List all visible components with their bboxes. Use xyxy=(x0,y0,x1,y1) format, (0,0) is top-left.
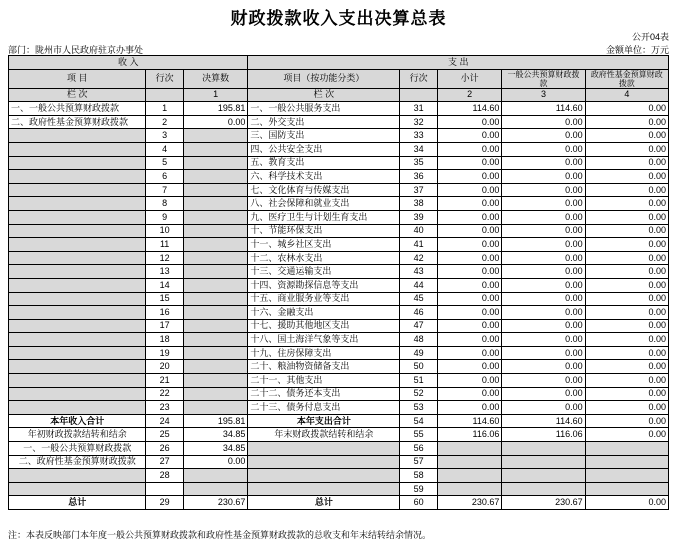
expense-lineno-cell[interactable]: 57 xyxy=(400,455,437,469)
expense-lineno-cell[interactable]: 41 xyxy=(400,238,437,252)
financial-table xyxy=(8,55,669,510)
income-project-cell[interactable] xyxy=(9,224,146,238)
expense-general-cell[interactable] xyxy=(502,482,585,496)
expense-project-cell[interactable] xyxy=(248,469,400,483)
expense-general-cell[interactable]: 0.00 xyxy=(502,183,585,197)
table-row xyxy=(9,115,669,129)
expense-general-cell[interactable]: 230.67 xyxy=(502,496,585,510)
expense-subtotal-cell[interactable] xyxy=(437,469,502,483)
income-project-cell[interactable] xyxy=(9,278,146,292)
expense-lineno-cell[interactable]: 45 xyxy=(400,292,437,306)
expense-general-cell[interactable]: 0.00 xyxy=(502,251,585,265)
expense-fund-cell[interactable]: 0.00 xyxy=(585,197,668,211)
income-amount-cell[interactable]: 34.85 xyxy=(183,428,248,442)
income-project-cell[interactable] xyxy=(9,374,146,388)
expense-project-cell[interactable]: 二十、粮油物资储备支出 xyxy=(248,360,400,374)
table-colnum-row xyxy=(9,88,669,102)
table-row xyxy=(9,346,669,360)
expense-general-cell[interactable]: 0.00 xyxy=(502,238,585,252)
col-num-3: 3 xyxy=(502,88,585,102)
summary-row xyxy=(9,442,669,456)
expense-subtotal-cell[interactable]: 0.00 xyxy=(437,142,502,156)
expense-project-cell[interactable] xyxy=(248,455,400,469)
summary-row xyxy=(9,414,669,428)
table-row xyxy=(9,210,669,224)
expense-fund-cell[interactable] xyxy=(585,482,668,496)
department-label: 部门：陇州市人民政府驻京办事处 xyxy=(8,45,144,55)
income-amount-header: 决算数 xyxy=(183,69,248,88)
expense-general-cell[interactable]: 0.00 xyxy=(502,156,585,170)
income-project-cell[interactable] xyxy=(9,210,146,224)
expense-lineno-cell[interactable]: 33 xyxy=(400,129,437,143)
expense-subtotal-cell[interactable]: 0.00 xyxy=(437,251,502,265)
expense-lineno-cell[interactable]: 47 xyxy=(400,319,437,333)
income-amount-cell[interactable] xyxy=(183,251,248,265)
income-project-cell[interactable] xyxy=(9,306,146,320)
expense-project-cell[interactable]: 十九、住房保障支出 xyxy=(248,346,400,360)
table-row xyxy=(9,251,669,265)
expense-project-cell[interactable]: 本年支出合计 xyxy=(248,414,400,428)
expense-fund-cell[interactable]: 0.00 xyxy=(585,210,668,224)
expense-subtotal-cell[interactable]: 114.60 xyxy=(437,102,502,116)
blank-col-a xyxy=(146,88,183,102)
expense-general-cell[interactable]: 0.00 xyxy=(502,197,585,211)
expense-subtotal-cell[interactable]: 0.00 xyxy=(437,401,502,415)
expense-lineno-cell[interactable]: 46 xyxy=(400,306,437,320)
income-amount-cell[interactable] xyxy=(183,238,248,252)
income-amount-cell[interactable] xyxy=(183,129,248,143)
income-lineno-cell[interactable]: 6 xyxy=(146,170,183,184)
income-project-cell[interactable] xyxy=(9,319,146,333)
income-amount-cell[interactable]: 34.85 xyxy=(183,442,248,456)
table-row xyxy=(9,374,669,388)
expense-fund-cell[interactable]: 0.00 xyxy=(585,496,668,510)
expense-general-cell[interactable]: 0.00 xyxy=(502,129,585,143)
expense-project-cell[interactable]: 五、教育支出 xyxy=(248,156,400,170)
expense-general-cell[interactable]: 114.60 xyxy=(502,414,585,428)
expense-fund-cell[interactable]: 0.00 xyxy=(585,346,668,360)
expense-fund-cell[interactable]: 0.00 xyxy=(585,102,668,116)
income-lineno-cell[interactable]: 17 xyxy=(146,319,183,333)
table-note: 注：本表反映部门本年度一般公共预算财政拨款和政府性基金预算财政拨款的总收支和年末结转结余情况。 xyxy=(8,530,432,540)
expense-lineno-cell[interactable]: 31 xyxy=(400,102,437,116)
income-amount-cell[interactable] xyxy=(183,387,248,401)
income-amount-cell[interactable]: 0.00 xyxy=(183,455,248,469)
expense-general-cell[interactable]: 0.00 xyxy=(502,401,585,415)
income-project-cell[interactable] xyxy=(9,197,146,211)
income-lineno-cell[interactable]: 12 xyxy=(146,251,183,265)
income-amount-cell[interactable] xyxy=(183,170,248,184)
expense-lineno-cell[interactable]: 36 xyxy=(400,170,437,184)
table-row xyxy=(9,238,669,252)
expense-subtotal-cell[interactable]: 0.00 xyxy=(437,292,502,306)
income-lineno-cell[interactable]: 15 xyxy=(146,292,183,306)
income-amount-cell[interactable] xyxy=(183,482,248,496)
income-project-cell[interactable] xyxy=(9,333,146,347)
expense-fund-cell[interactable]: 0.00 xyxy=(585,319,668,333)
income-project-cell[interactable]: 二、政府性基金预算财政拨款 xyxy=(9,115,146,129)
income-project-cell[interactable] xyxy=(9,183,146,197)
expense-project-cell[interactable] xyxy=(248,442,400,456)
expense-general-cell[interactable]: 0.00 xyxy=(502,306,585,320)
expense-fund-cell[interactable]: 0.00 xyxy=(585,265,668,279)
expense-general-cell[interactable]: 116.06 xyxy=(502,428,585,442)
expense-lineno-cell[interactable]: 53 xyxy=(400,401,437,415)
expense-fund-cell[interactable]: 0.00 xyxy=(585,224,668,238)
expense-fund-cell[interactable]: 0.00 xyxy=(585,238,668,252)
expense-general-cell[interactable]: 0.00 xyxy=(502,278,585,292)
expense-subtotal-cell[interactable]: 0.00 xyxy=(437,346,502,360)
table-row xyxy=(9,387,669,401)
table-row xyxy=(9,142,669,156)
expense-lineno-cell[interactable]: 43 xyxy=(400,265,437,279)
expense-fund-cell[interactable]: 0.00 xyxy=(585,142,668,156)
income-amount-cell[interactable] xyxy=(183,346,248,360)
expense-general-cell[interactable]: 114.60 xyxy=(502,102,585,116)
expense-subtotal-cell[interactable]: 0.00 xyxy=(437,387,502,401)
income-amount-cell[interactable] xyxy=(183,224,248,238)
expense-lineno-cell[interactable]: 50 xyxy=(400,360,437,374)
expense-general-cell[interactable]: 0.00 xyxy=(502,319,585,333)
expense-project-cell[interactable]: 三、国防支出 xyxy=(248,129,400,143)
income-lineno-cell[interactable]: 7 xyxy=(146,183,183,197)
expense-general-cell[interactable]: 0.00 xyxy=(502,374,585,388)
expense-subtotal-cell[interactable]: 0.00 xyxy=(437,210,502,224)
expense-lineno-cell[interactable]: 56 xyxy=(400,442,437,456)
expense-fund-cell[interactable]: 0.00 xyxy=(585,170,668,184)
expense-subtotal-cell[interactable]: 0.00 xyxy=(437,170,502,184)
expense-lineno-header: 行次 xyxy=(400,69,437,88)
table-row xyxy=(9,292,669,306)
income-amount-cell[interactable] xyxy=(183,360,248,374)
expense-lineno-cell[interactable]: 35 xyxy=(400,156,437,170)
expense-general-cell[interactable]: 0.00 xyxy=(502,265,585,279)
income-lineno-cell[interactable]: 23 xyxy=(146,401,183,415)
expense-subtotal-cell[interactable]: 114.60 xyxy=(437,414,502,428)
col-num-1: 1 xyxy=(183,88,248,102)
summary-row xyxy=(9,496,669,510)
income-amount-cell[interactable] xyxy=(183,210,248,224)
amount-unit-label: 金额单位：万元 xyxy=(605,45,669,55)
expense-lineno-cell[interactable]: 40 xyxy=(400,224,437,238)
income-lineno-cell[interactable]: 16 xyxy=(146,306,183,320)
income-lineno-cell[interactable]: 29 xyxy=(146,496,183,510)
expense-project-cell[interactable]: 六、科学技术支出 xyxy=(248,170,400,184)
income-lineno-cell[interactable]: 19 xyxy=(146,346,183,360)
income-lineno-cell[interactable]: 8 xyxy=(146,197,183,211)
expense-project-cell[interactable]: 一、一般公共服务支出 xyxy=(248,102,400,116)
income-project-cell[interactable]: 一、一般公共预算财政拨款 xyxy=(9,102,146,116)
income-project-cell[interactable] xyxy=(9,238,146,252)
expense-subtotal-cell[interactable]: 0.00 xyxy=(437,156,502,170)
expense-fund-cell[interactable]: 0.00 xyxy=(585,278,668,292)
page-title: 财政拨款收入支出决算总表 xyxy=(230,9,447,28)
income-project-cell[interactable] xyxy=(9,156,146,170)
income-project-cell[interactable] xyxy=(9,170,146,184)
income-project-cell[interactable] xyxy=(9,401,146,415)
expense-fund-cell[interactable]: 0.00 xyxy=(585,156,668,170)
expense-project-cell[interactable]: 十四、资源勘探信息等支出 xyxy=(248,278,400,292)
expense-fund-cell[interactable]: 0.00 xyxy=(585,292,668,306)
expense-subtotal-cell[interactable] xyxy=(437,482,502,496)
expense-lineno-cell[interactable]: 54 xyxy=(400,414,437,428)
public-form-code: 公开04表 xyxy=(631,32,669,42)
expense-project-cell[interactable]: 十五、商业服务业等支出 xyxy=(248,292,400,306)
income-group-header: 收 入 xyxy=(9,56,248,70)
table-column-header-row xyxy=(9,69,669,88)
expense-general-cell[interactable] xyxy=(502,455,585,469)
income-project-cell[interactable] xyxy=(9,482,146,496)
expense-general-cell[interactable]: 0.00 xyxy=(502,333,585,347)
expense-project-cell[interactable]: 十八、国土海洋气象等支出 xyxy=(248,333,400,347)
income-project-cell[interactable]: 一、一般公共预算财政拨款 xyxy=(9,442,146,456)
table-row xyxy=(9,401,669,415)
income-amount-cell[interactable]: 195.81 xyxy=(183,102,248,116)
col-num-4: 4 xyxy=(585,88,668,102)
expense-project-cell[interactable]: 十七、援助其他地区支出 xyxy=(248,319,400,333)
income-col-label: 栏 次 xyxy=(9,88,146,102)
expense-project-cell[interactable] xyxy=(248,482,400,496)
expense-project-cell[interactable]: 十二、农林水支出 xyxy=(248,251,400,265)
table-row xyxy=(9,278,669,292)
expense-lineno-cell[interactable]: 32 xyxy=(400,115,437,129)
income-project-cell[interactable]: 本年收入合计 xyxy=(9,414,146,428)
income-project-cell[interactable]: 总计 xyxy=(9,496,146,510)
expense-project-cell[interactable]: 总计 xyxy=(248,496,400,510)
expense-subtotal-cell[interactable]: 0.00 xyxy=(437,278,502,292)
expense-subtotal-cell[interactable] xyxy=(437,455,502,469)
income-lineno-cell[interactable]: 10 xyxy=(146,224,183,238)
expense-project-cell[interactable]: 二十二、债务还本支出 xyxy=(248,387,400,401)
expense-general-cell[interactable]: 0.00 xyxy=(502,142,585,156)
income-lineno-cell[interactable]: 3 xyxy=(146,129,183,143)
expense-subtotal-cell[interactable]: 0.00 xyxy=(437,129,502,143)
expense-lineno-cell[interactable]: 55 xyxy=(400,428,437,442)
expense-lineno-cell[interactable]: 60 xyxy=(400,496,437,510)
summary-row xyxy=(9,455,669,469)
expense-fund-cell[interactable]: 0.00 xyxy=(585,129,668,143)
table-row xyxy=(9,156,669,170)
expense-project-header: 项目（按功能分类） xyxy=(248,69,400,88)
summary-row xyxy=(9,482,669,496)
expense-general-cell[interactable]: 0.00 xyxy=(502,170,585,184)
expense-fund-cell[interactable]: 0.00 xyxy=(585,183,668,197)
income-amount-cell[interactable] xyxy=(183,306,248,320)
table-row xyxy=(9,360,669,374)
expense-fund-cell[interactable]: 0.00 xyxy=(585,115,668,129)
table-row xyxy=(9,102,669,116)
income-lineno-cell[interactable]: 28 xyxy=(146,469,183,483)
col-num-2: 2 xyxy=(437,88,502,102)
income-amount-cell[interactable] xyxy=(183,278,248,292)
expense-lineno-cell[interactable]: 38 xyxy=(400,197,437,211)
income-lineno-cell[interactable]: 22 xyxy=(146,387,183,401)
expense-project-cell[interactable]: 二十三、债务付息支出 xyxy=(248,401,400,415)
income-amount-cell[interactable] xyxy=(183,374,248,388)
expense-fund-cell[interactable]: 0.00 xyxy=(585,333,668,347)
expense-fund-cell[interactable]: 0.00 xyxy=(585,387,668,401)
expense-fund-cell[interactable] xyxy=(585,455,668,469)
table-group-header-row xyxy=(9,56,669,70)
expense-project-cell[interactable]: 十三、交通运输支出 xyxy=(248,265,400,279)
income-lineno-cell[interactable]: 26 xyxy=(146,442,183,456)
income-amount-cell[interactable] xyxy=(183,469,248,483)
income-lineno-cell[interactable]: 21 xyxy=(146,374,183,388)
table-row xyxy=(9,129,669,143)
expense-subtotal-cell[interactable]: 0.00 xyxy=(437,224,502,238)
income-project-cell[interactable] xyxy=(9,142,146,156)
expense-lineno-cell[interactable]: 39 xyxy=(400,210,437,224)
table-row xyxy=(9,197,669,211)
income-project-cell[interactable] xyxy=(9,251,146,265)
expense-fund-cell[interactable] xyxy=(585,469,668,483)
expense-general-header: 一般公共预算财政拨款 xyxy=(502,69,585,88)
income-lineno-cell[interactable]: 24 xyxy=(146,414,183,428)
income-lineno-cell[interactable]: 25 xyxy=(146,428,183,442)
income-project-cell[interactable] xyxy=(9,346,146,360)
expense-fund-cell[interactable]: 0.00 xyxy=(585,414,668,428)
expense-lineno-cell[interactable]: 52 xyxy=(400,387,437,401)
income-amount-cell[interactable] xyxy=(183,156,248,170)
income-lineno-cell[interactable]: 13 xyxy=(146,265,183,279)
expense-subtotal-cell[interactable]: 0.00 xyxy=(437,374,502,388)
table-row xyxy=(9,170,669,184)
income-project-cell[interactable]: 年初财政拨款结转和结余 xyxy=(9,428,146,442)
expense-fund-cell[interactable]: 0.00 xyxy=(585,251,668,265)
income-lineno-cell[interactable]: 18 xyxy=(146,333,183,347)
expense-project-cell[interactable]: 年末财政拨款结转和结余 xyxy=(248,428,400,442)
summary-row xyxy=(9,469,669,483)
expense-subtotal-cell[interactable]: 0.00 xyxy=(437,238,502,252)
income-project-cell[interactable] xyxy=(9,265,146,279)
expense-general-cell[interactable]: 0.00 xyxy=(502,210,585,224)
income-lineno-cell[interactable]: 1 xyxy=(146,102,183,116)
expense-lineno-cell[interactable]: 58 xyxy=(400,469,437,483)
blank-col-b xyxy=(400,88,437,102)
income-amount-cell[interactable] xyxy=(183,401,248,415)
income-lineno-cell[interactable]: 11 xyxy=(146,238,183,252)
expense-subtotal-cell[interactable]: 0.00 xyxy=(437,360,502,374)
income-amount-cell[interactable] xyxy=(183,183,248,197)
table-row xyxy=(9,183,669,197)
income-project-cell[interactable] xyxy=(9,469,146,483)
income-amount-cell[interactable]: 195.81 xyxy=(183,414,248,428)
income-lineno-cell[interactable]: 27 xyxy=(146,455,183,469)
income-project-cell[interactable] xyxy=(9,292,146,306)
income-amount-cell[interactable] xyxy=(183,319,248,333)
expense-project-cell[interactable]: 九、医疗卫生与计划生育支出 xyxy=(248,210,400,224)
income-project-header: 项 目 xyxy=(9,69,146,88)
table-row xyxy=(9,306,669,320)
expense-subtotal-cell[interactable]: 0.00 xyxy=(437,306,502,320)
expense-general-cell[interactable]: 0.00 xyxy=(502,346,585,360)
expense-subtotal-cell[interactable]: 116.06 xyxy=(437,428,502,442)
expense-project-cell[interactable]: 二、外交支出 xyxy=(248,115,400,129)
income-amount-cell[interactable] xyxy=(183,333,248,347)
expense-general-cell[interactable]: 0.00 xyxy=(502,292,585,306)
expense-fund-cell[interactable]: 0.00 xyxy=(585,428,668,442)
expense-project-cell[interactable]: 八、社会保障和就业支出 xyxy=(248,197,400,211)
income-lineno-cell[interactable]: 20 xyxy=(146,360,183,374)
expense-general-cell[interactable]: 0.00 xyxy=(502,115,585,129)
expense-fund-cell[interactable]: 0.00 xyxy=(585,306,668,320)
income-amount-cell[interactable]: 0.00 xyxy=(183,115,248,129)
income-amount-cell[interactable] xyxy=(183,142,248,156)
expense-general-cell[interactable]: 0.00 xyxy=(502,360,585,374)
expense-lineno-cell[interactable]: 51 xyxy=(400,374,437,388)
expense-subtotal-cell[interactable] xyxy=(437,442,502,456)
expense-project-cell[interactable]: 十一、城乡社区支出 xyxy=(248,238,400,252)
expense-project-cell[interactable]: 十、节能环保支出 xyxy=(248,224,400,238)
table-row xyxy=(9,319,669,333)
expense-lineno-cell[interactable]: 37 xyxy=(400,183,437,197)
expense-fund-cell[interactable] xyxy=(585,442,668,456)
expense-subtotal-cell[interactable]: 0.00 xyxy=(437,115,502,129)
expense-general-cell[interactable]: 0.00 xyxy=(502,387,585,401)
expense-lineno-cell[interactable]: 48 xyxy=(400,333,437,347)
income-project-cell[interactable]: 二、政府性基金预算财政拨款 xyxy=(9,455,146,469)
income-amount-cell[interactable]: 230.67 xyxy=(183,496,248,510)
expense-subtotal-cell[interactable]: 230.67 xyxy=(437,496,502,510)
expense-lineno-cell[interactable]: 49 xyxy=(400,346,437,360)
expense-project-cell[interactable]: 七、文化体育与传媒支出 xyxy=(248,183,400,197)
expense-lineno-cell[interactable]: 59 xyxy=(400,482,437,496)
expense-subtotal-cell[interactable]: 0.00 xyxy=(437,333,502,347)
expense-fund-cell[interactable]: 0.00 xyxy=(585,360,668,374)
expense-fund-cell[interactable]: 0.00 xyxy=(585,374,668,388)
expense-project-cell[interactable]: 四、公共安全支出 xyxy=(248,142,400,156)
expense-subtotal-cell[interactable]: 0.00 xyxy=(437,197,502,211)
table-row xyxy=(9,224,669,238)
expense-subtotal-cell[interactable]: 0.00 xyxy=(437,183,502,197)
expense-subtotal-cell[interactable]: 0.00 xyxy=(437,265,502,279)
income-lineno-cell[interactable] xyxy=(146,482,183,496)
expense-subtotal-header: 小计 xyxy=(437,69,502,88)
expense-col-label: 栏 次 xyxy=(248,88,400,102)
expense-general-cell[interactable]: 0.00 xyxy=(502,224,585,238)
table-row xyxy=(9,265,669,279)
expense-general-cell[interactable] xyxy=(502,469,585,483)
expense-group-header: 支 出 xyxy=(248,56,669,70)
expense-fund-cell[interactable]: 0.00 xyxy=(585,401,668,415)
income-lineno-cell[interactable]: 2 xyxy=(146,115,183,129)
expense-subtotal-cell[interactable]: 0.00 xyxy=(437,319,502,333)
income-project-cell[interactable] xyxy=(9,387,146,401)
income-amount-cell[interactable] xyxy=(183,292,248,306)
expense-general-cell[interactable] xyxy=(502,442,585,456)
income-project-cell[interactable] xyxy=(9,129,146,143)
income-project-cell[interactable] xyxy=(9,360,146,374)
expense-lineno-cell[interactable]: 42 xyxy=(400,251,437,265)
expense-fund-header: 政府性基金预算财政拨款 xyxy=(585,69,668,88)
expense-project-cell[interactable]: 二十一、其他支出 xyxy=(248,374,400,388)
income-lineno-cell[interactable]: 4 xyxy=(146,142,183,156)
table-row xyxy=(9,333,669,347)
summary-row xyxy=(9,428,669,442)
income-lineno-cell[interactable]: 14 xyxy=(146,278,183,292)
income-lineno-header: 行次 xyxy=(146,69,183,88)
income-amount-cell[interactable] xyxy=(183,197,248,211)
income-lineno-cell[interactable]: 9 xyxy=(146,210,183,224)
income-lineno-cell[interactable]: 5 xyxy=(146,156,183,170)
expense-project-cell[interactable]: 十六、金融支出 xyxy=(248,306,400,320)
expense-lineno-cell[interactable]: 34 xyxy=(400,142,437,156)
expense-lineno-cell[interactable]: 44 xyxy=(400,278,437,292)
income-amount-cell[interactable] xyxy=(183,265,248,279)
